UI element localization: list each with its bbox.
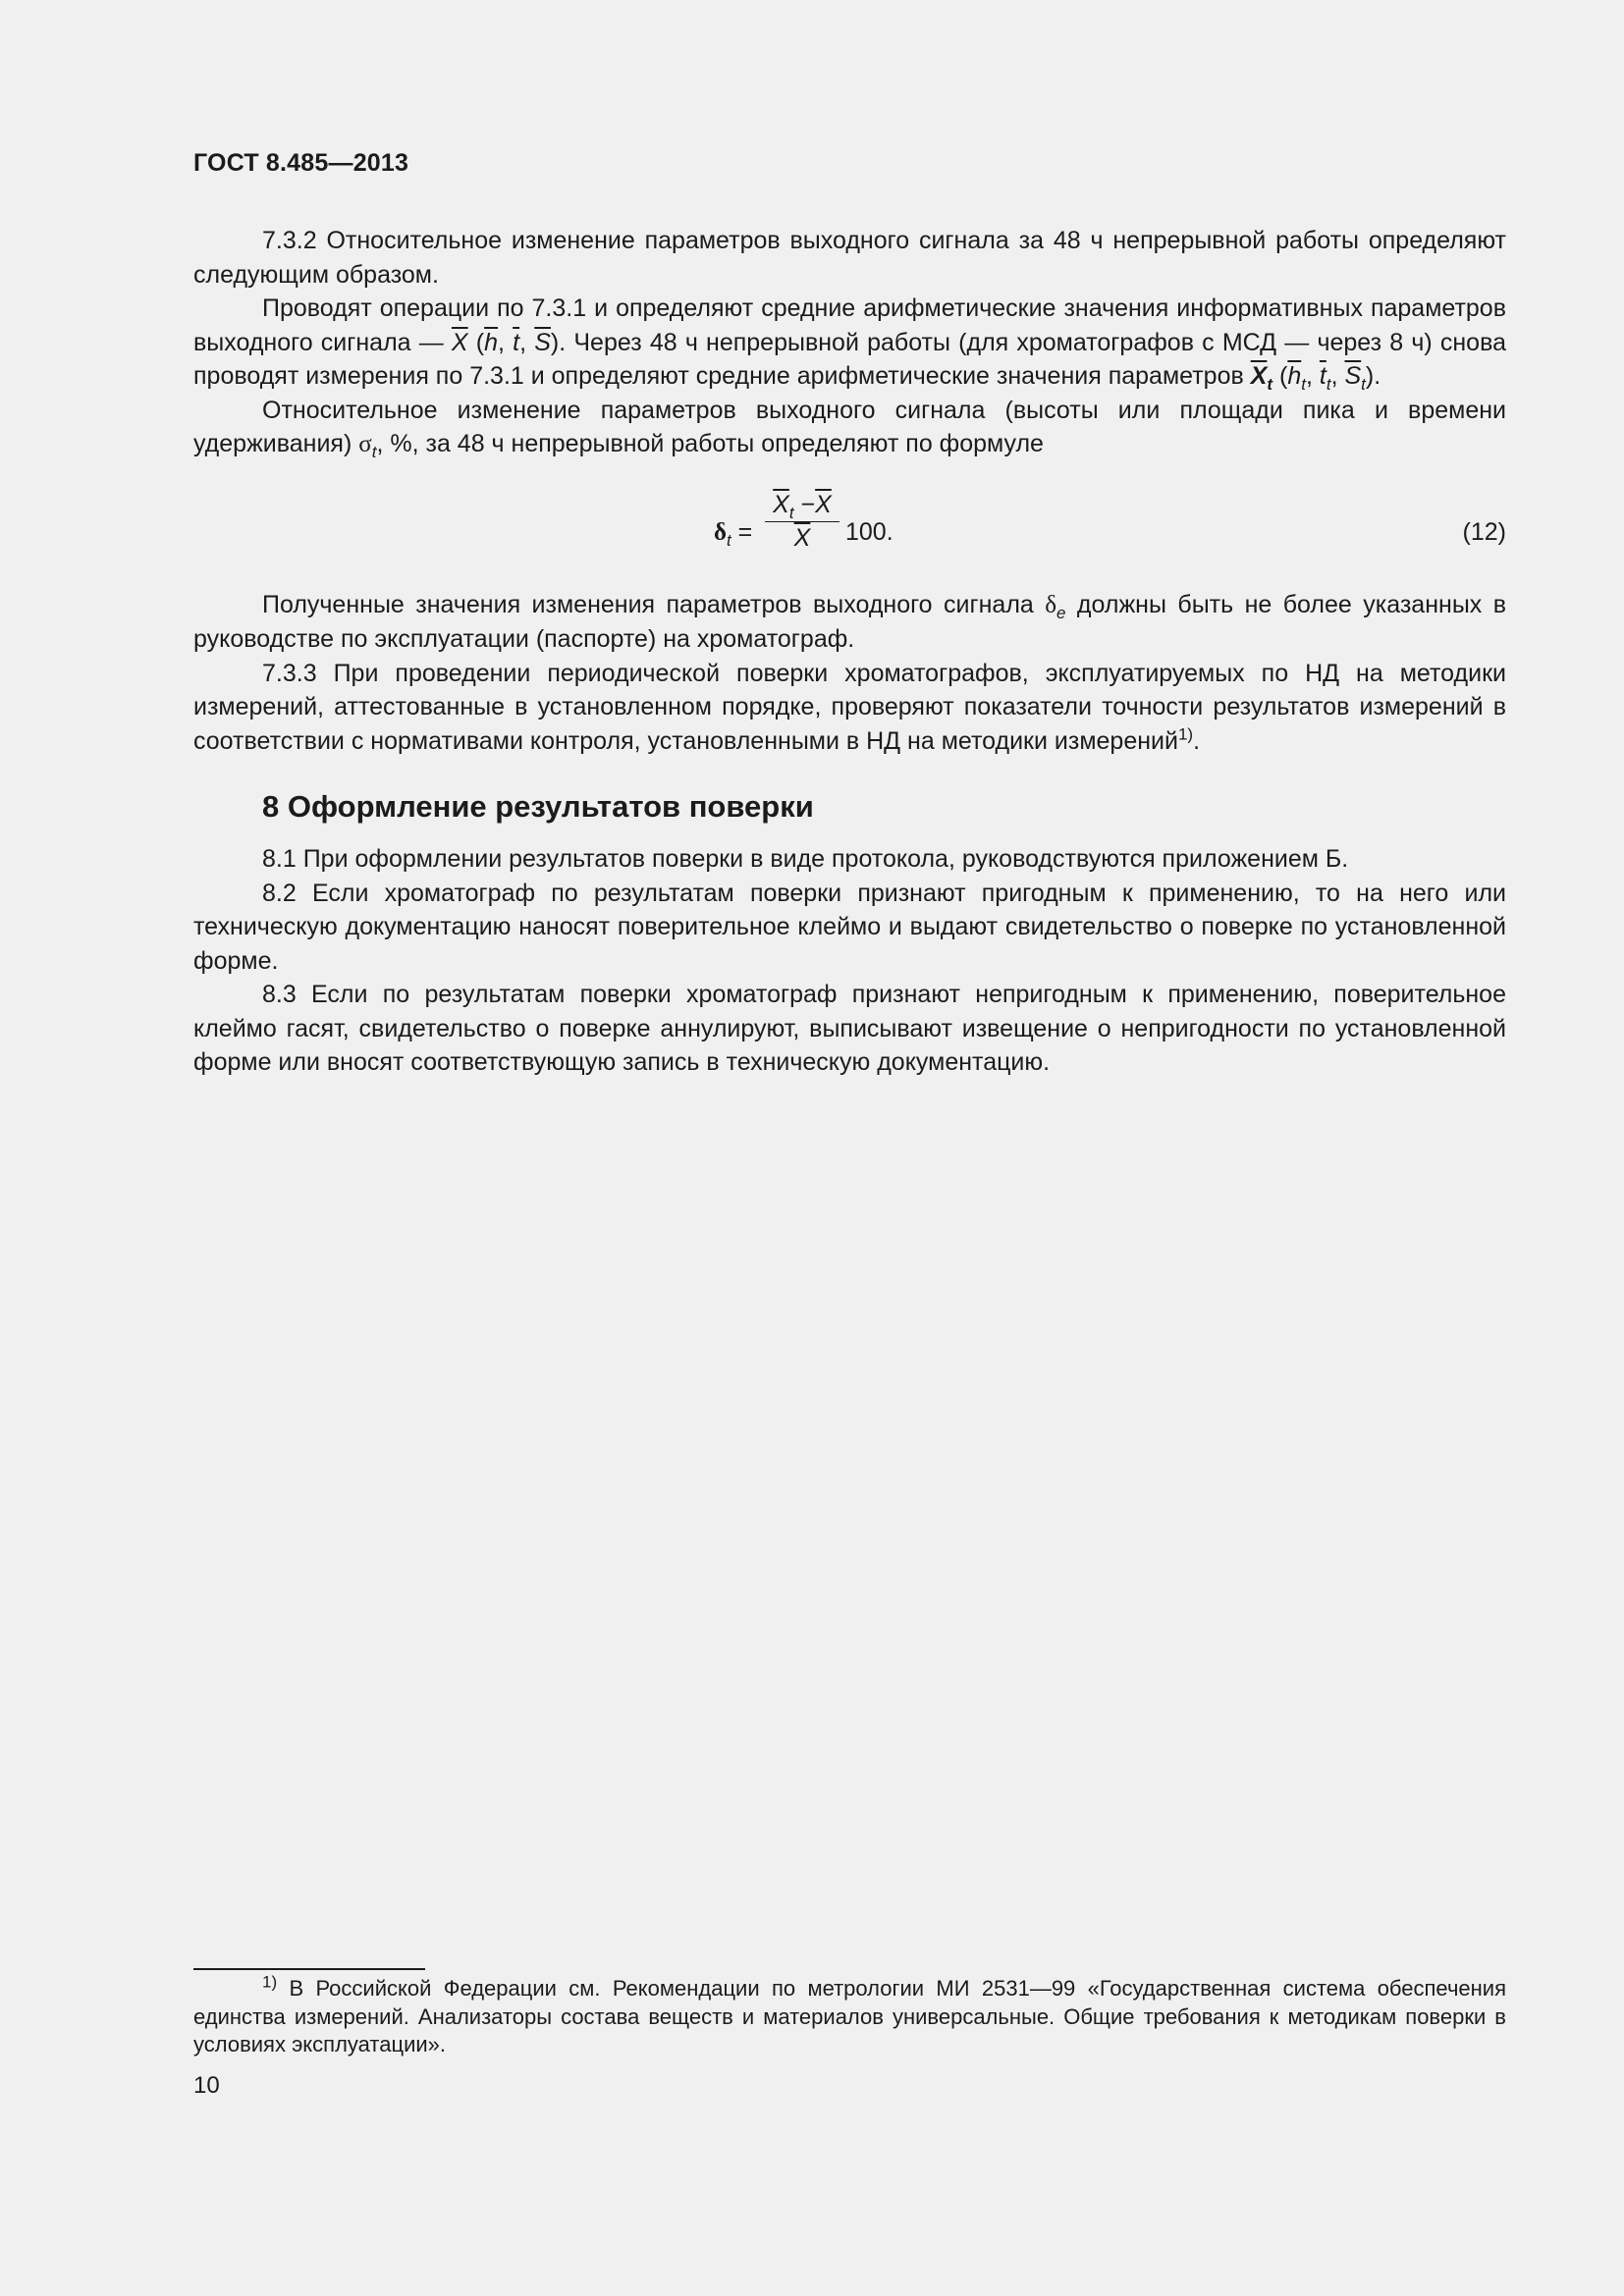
footnote-mark: 1) — [262, 1972, 278, 1992]
formula-number: (12) — [1462, 517, 1506, 546]
formula-fraction — [765, 490, 839, 554]
paragraph-8-2: 8.2 Если хроматограф по результатам поверки признают пригодным к применению, то на него или техническую документацию наносят поверительное клеймо и выдают свидетельство о поверке по установленной форме. — [193, 879, 1506, 975]
paragraph-7-3-3: 7.3.3 При проведении периодической поверки хроматографов, эксплуатируемых по НД на методики измерений, аттестованные в установленном порядке, проверяют показатели точности результатов измерений в соответствии с нормативами контроля, установленными в НД на методики измерений$^{1)}$. — [193, 659, 1506, 755]
page-number: 10 — [193, 2072, 220, 2099]
symbol-h-mean: $\overline{h}$ — [484, 328, 499, 356]
paragraph-7-3-2-definition: Относительное изменение параметров выходного сигнала (высоты или площади пика и времени удерживания) $\sigma_t$, %, за 48 ч непрерывной работы определяют по формуле — [193, 396, 1506, 461]
document-code: ГОСТ 8.485—2013 — [193, 149, 409, 177]
paragraph-8-1: 8.1 При оформлении результатов поверки в виде протокола, руководствуются приложением Б. — [262, 845, 1349, 873]
formula-numerator: $\overline{X}_t -\overline{X}$ — [765, 490, 839, 522]
paragraph-7-3-2-result: Полученные значения изменения параметров выходного сигнала $\delta_e$ должны быть не более указанных в руководстве по эксплуатации (паспорте) на хроматограф. — [193, 590, 1506, 653]
formula-12 — [193, 472, 1506, 588]
paragraph-7-3-2-procedure: Проводят операции по 7.3.1 и определяют средние арифметические значения информативных параметров выходного сигнала — $\overline{X}$ ($\overline{h}$, $\overline{t}$, $\overline{S}$). Через 48 ч непрерывной работы (для хроматографов с МСД — через 8 ч) снова проводят измерения по 7.3.1 и определяют средние арифметические значения параметров $\overline{X}_t$ ($\overline{h}_t$, $\overline{t}_t$, $\overline{S}_t$). — [193, 294, 1506, 394]
formula-factor: 100. — [845, 517, 893, 546]
footnote-reference: 1) — [1177, 724, 1194, 744]
footnote-divider — [193, 1968, 425, 1970]
symbol-s-mean: $\overline{S}$ — [534, 328, 551, 356]
footnote: $^{1)}$ В Российской Федерации см. Рекомендации по метрологии МИ 2531—99 «Государственная система обеспечения единства измерений. Анализаторы состава веществ и материалов универсальные. Общие требования к методикам поверки в условиях эксплуатации». — [193, 1972, 1506, 2056]
section-8-heading: 8 Оформление результатов поверки — [262, 789, 814, 824]
formula-denominator: X — [793, 523, 811, 552]
formula-lhs: $\delta_t$ = — [714, 517, 753, 550]
paragraph-8-3: 8.3 Если по результатам поверки хроматограф признают непригодным к применению, поверительное клеймо гасят, свидетельство о поверке аннулируют, выписывают извещение о непригодности по установленной форме или вносят соответствующую запись в техническую документацию. — [193, 981, 1506, 1076]
symbol-x-mean: $\overline{X}$ — [451, 328, 468, 356]
paragraph-7-3-2-intro: 7.3.2 Относительное изменение параметров выходного сигнала за 48 ч непрерывной работы определяют следующим образом. — [193, 227, 1506, 289]
symbol-xt-mean: $\overline{X}$ — [1250, 362, 1268, 390]
main-text — [193, 224, 1506, 1080]
symbol-t-mean: $\overline{t}$ — [513, 328, 520, 356]
